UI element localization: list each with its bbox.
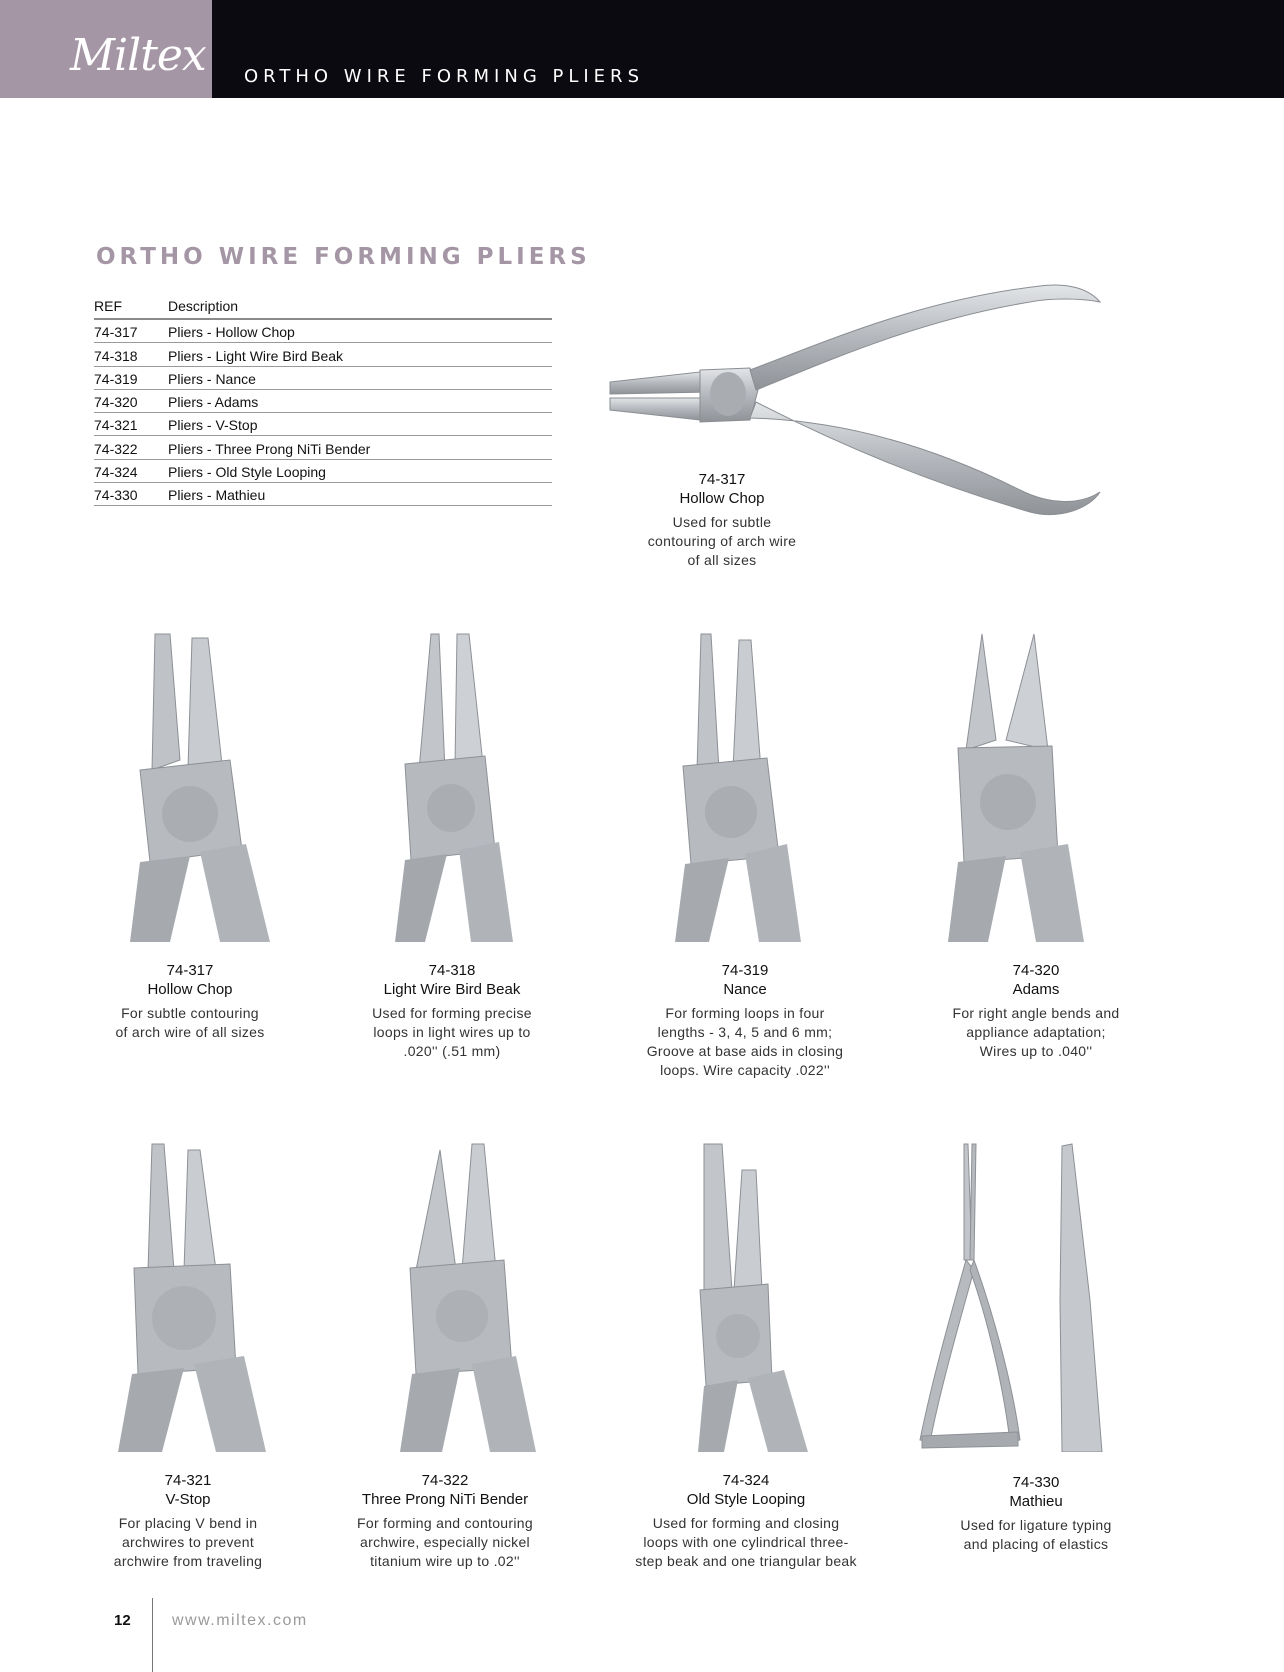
product-description — [625, 1004, 865, 1080]
product-description — [332, 1004, 572, 1061]
product-name: Mathieu — [1009, 1493, 1063, 1510]
product-caption — [325, 1471, 565, 1571]
product-name: Three Prong NiTi Bender — [361, 1491, 529, 1508]
description-line: archwire, especially nickel — [360, 1534, 530, 1550]
product-name: Old Style Looping — [686, 1491, 806, 1508]
description-line: archwire from traveling — [113, 1553, 263, 1569]
row-ref: 74-317 — [94, 324, 138, 341]
product-caption — [70, 961, 310, 1042]
description-line: For subtle contouring — [121, 1005, 259, 1021]
description-line: contouring of arch wire — [647, 533, 797, 549]
row-description: Pliers - Three Prong NiTi Bender — [168, 440, 371, 457]
product-caption — [68, 1471, 308, 1571]
product-ref: 74-320 — [1012, 962, 1060, 979]
table-row — [94, 483, 552, 506]
row-ref: 74-318 — [94, 347, 138, 364]
three-prong-closeup-image — [400, 1140, 550, 1452]
description-line: lengths - 3, 4, 5 and 6 mm; — [657, 1024, 833, 1040]
description-line: For forming and contouring — [357, 1515, 533, 1531]
description-line: archwires to prevent — [121, 1534, 255, 1550]
product-ref: 74-318 — [428, 962, 476, 979]
product-ref: 74-322 — [421, 1472, 469, 1489]
table-row — [94, 460, 552, 483]
table-row — [94, 390, 552, 413]
description-line: Used for ligature typing — [960, 1517, 1112, 1533]
nance-closeup-image — [675, 630, 805, 942]
product-description — [916, 1004, 1156, 1061]
description-line: Used for subtle — [672, 514, 772, 530]
reference-table — [94, 298, 552, 506]
row-description: Pliers - Light Wire Bird Beak — [168, 347, 344, 364]
brand-logo — [0, 0, 212, 98]
product-ref: 74-317 — [166, 962, 214, 979]
description-line: For forming loops in four — [665, 1005, 825, 1021]
feature-description — [602, 513, 842, 570]
row-description: Pliers - Hollow Chop — [168, 324, 295, 341]
row-ref: 74-330 — [94, 487, 138, 504]
table-header — [94, 298, 552, 320]
description-line: .020'' (.51 mm) — [403, 1043, 501, 1059]
row-ref: 74-320 — [94, 394, 138, 411]
description-line: loops with one cylindrical three- — [643, 1534, 849, 1550]
row-description: Pliers - Nance — [168, 370, 256, 387]
description-line: of arch wire of all sizes — [115, 1024, 265, 1040]
product-name: V-Stop — [165, 1491, 211, 1508]
product-description — [70, 1004, 310, 1042]
description-line: step beak and one triangular beak — [635, 1553, 857, 1569]
logo-text: Miltex — [70, 30, 206, 81]
row-ref: 74-319 — [94, 370, 138, 387]
bird-beak-closeup-image — [395, 630, 515, 942]
hollow-chop-closeup-image — [130, 630, 290, 942]
mathieu-pliers-image — [912, 1140, 1132, 1452]
header-ref: REF — [94, 298, 122, 314]
description-line: appliance adaptation; — [966, 1024, 1106, 1040]
description-line: Groove at base aids in closing — [646, 1043, 844, 1059]
table-row — [94, 320, 552, 343]
product-ref: 74-324 — [722, 1472, 770, 1489]
row-description: Pliers - Mathieu — [168, 487, 266, 504]
description-line: loops. Wire capacity .022'' — [660, 1062, 830, 1078]
description-line: Used for forming and closing — [652, 1515, 840, 1531]
footer-url[interactable]: www.miltex.com — [172, 1612, 308, 1629]
product-caption — [332, 961, 572, 1061]
product-description — [916, 1516, 1156, 1554]
table-row — [94, 413, 552, 436]
table-row — [94, 367, 552, 390]
product-ref: 74-319 — [721, 962, 769, 979]
feature-name: Hollow Chop — [679, 490, 765, 507]
row-ref: 74-321 — [94, 417, 138, 434]
product-name: Nance — [723, 981, 767, 998]
product-caption — [916, 1473, 1156, 1554]
row-description: Pliers - Old Style Looping — [168, 464, 326, 481]
v-stop-closeup-image — [112, 1140, 282, 1452]
description-line: titanium wire up to .02'' — [370, 1553, 520, 1569]
product-caption — [626, 1471, 866, 1571]
feature-caption — [602, 470, 842, 570]
product-name: Hollow Chop — [147, 981, 233, 998]
product-caption — [916, 961, 1156, 1061]
table-row — [94, 343, 552, 366]
header-description: Description — [168, 298, 239, 314]
footer-divider — [152, 1598, 153, 1672]
row-description: Pliers - Adams — [168, 394, 259, 411]
description-line: For right angle bends and — [952, 1005, 1120, 1021]
old-style-looping-closeup-image — [698, 1140, 818, 1452]
product-ref: 74-321 — [164, 1472, 212, 1489]
product-name: Adams — [1012, 981, 1060, 998]
description-line: and placing of elastics — [963, 1536, 1109, 1552]
row-ref: 74-322 — [94, 440, 138, 457]
description-line: Wires up to .040'' — [979, 1043, 1093, 1059]
section-title: ORTHO WIRE FORMING PLIERS — [96, 244, 591, 270]
feature-ref: 74-317 — [698, 471, 746, 488]
product-name: Light Wire Bird Beak — [383, 981, 521, 998]
product-description — [626, 1514, 866, 1571]
description-line: of all sizes — [687, 552, 757, 568]
description-line: Used for forming precise — [372, 1005, 532, 1021]
product-description — [325, 1514, 565, 1571]
description-line: For placing V bend in — [118, 1515, 258, 1531]
product-caption — [625, 961, 865, 1080]
row-description: Pliers - V-Stop — [168, 417, 258, 434]
row-ref: 74-324 — [94, 464, 138, 481]
adams-closeup-image — [948, 630, 1088, 942]
header-title: ORTHO WIRE FORMING PLIERS — [244, 66, 644, 87]
page-number: 12 — [114, 1612, 131, 1629]
description-line: loops in light wires up to — [373, 1024, 531, 1040]
table-row — [94, 436, 552, 459]
product-ref: 74-330 — [1012, 1474, 1060, 1491]
product-description — [68, 1514, 308, 1571]
